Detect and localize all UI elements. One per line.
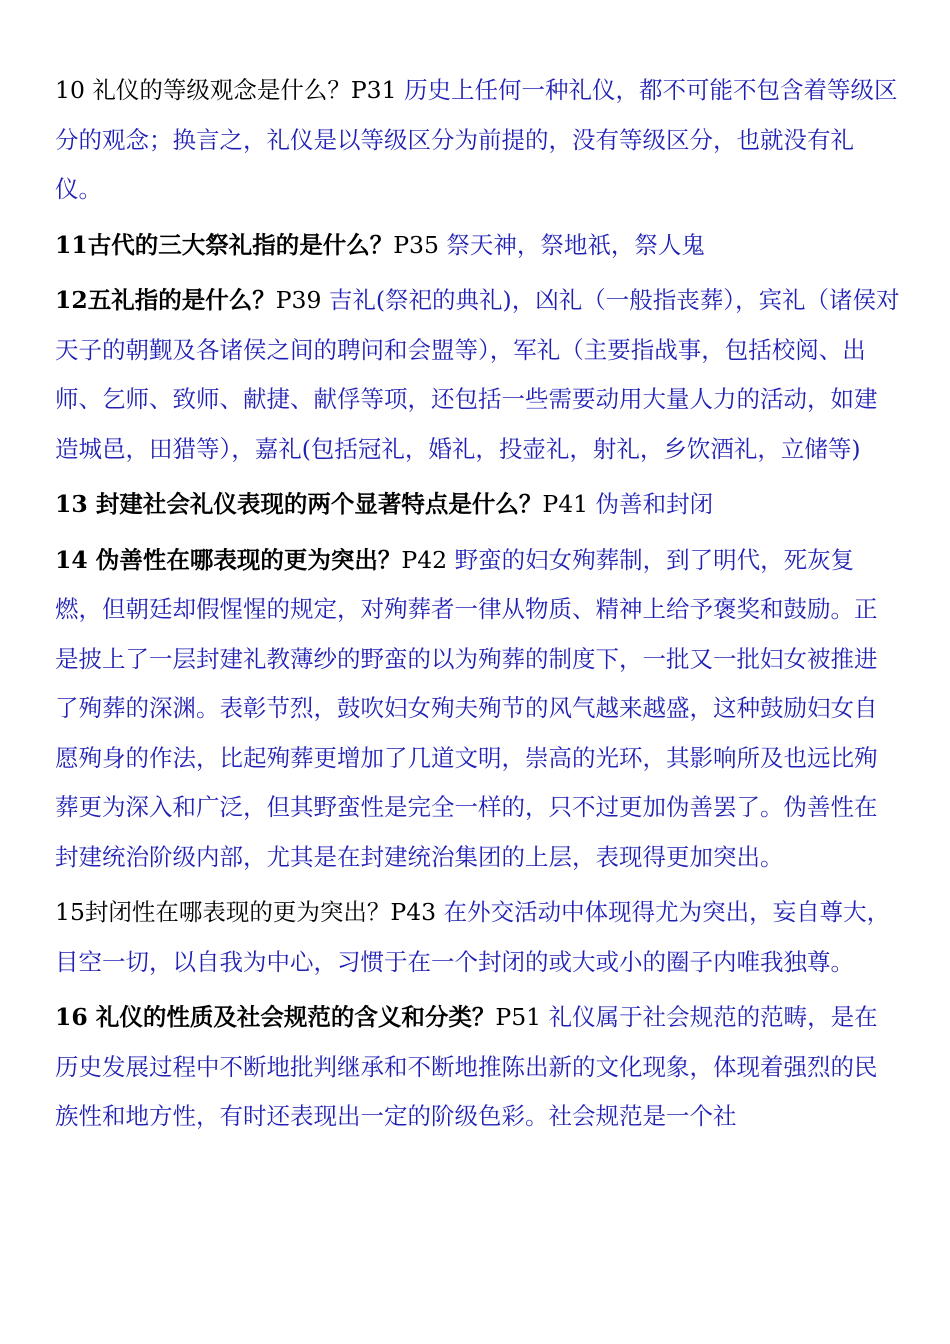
qa-list — [55, 66, 900, 1148]
qa-item-15 — [55, 888, 900, 987]
qa-item-13 — [55, 480, 900, 530]
question-text: 10 礼仪的等级观念是什么？ — [55, 76, 351, 104]
answer-text: 吉礼(祭祀的典礼)，凶礼（一般指丧葬），宾礼（诸侯对天子的朝觐及各诸侯之间的聘问和会盟等），军礼（主要指战事，包括校阅、出师、乞师、致师、献捷、献俘等项，还包括一些需要动用大量人力的活动，如建造城邑，田猎等），嘉礼(包括冠礼，婚礼，投壶礼，射礼，乡饮酒礼，立储等) — [55, 286, 900, 463]
qa-item-11 — [55, 221, 900, 271]
answer-text: 野蛮的妇女殉葬制，到了明代，死灰复燃，但朝廷却假惺惺的规定，对殉葬者一律从物质、精神上给予褒奖和鼓励。正是披上了一层封建礼教薄纱的野蛮的以为殉葬的制度下，一批又一批妇女被推进了殉葬的深渊。表彰节烈，鼓吹妇女殉夫殉节的风气越来越盛，这种鼓励妇女自愿殉身的作法，比起殉葬更增加了几道文明，崇高的光环，其影响所及也远比殉葬更为深入和广泛，但其野蛮性是完全一样的，只不过更加伪善罢了。伪善性在封建统治阶级内部，尤其是在封建统治集团的上层，表现得更加突出。 — [55, 545, 878, 871]
question-text: 16 礼仪的性质及社会规范的含义和分类？ — [55, 1003, 496, 1031]
question-text: 14 伪善性在哪表现的更为突出？ — [55, 545, 402, 574]
qa-item-16 — [55, 993, 900, 1142]
answer-text: 在外交活动中体现得尤为突出，妄自尊大，目空一切，以自我为中心，习惯于在一个封闭的或大或小的圈子内唯我独尊。 — [55, 898, 891, 976]
question-text: 12五礼指的是什么？ — [55, 286, 276, 314]
page-reference: P35 — [393, 230, 447, 259]
answer-text: 礼仪属于社会规范的范畴，是在历史发展过程中不断地批判继承和不断地推陈出新的文化现象，体现着强烈的民族性和地方性，有时还表现出一定的阶级色彩。社会规范是一个社 — [55, 1003, 878, 1130]
answer-text: 伪善和封闭 — [595, 490, 714, 518]
page-reference: P42 — [401, 545, 455, 574]
page-reference: P31 — [350, 76, 405, 104]
page-reference: P51 — [495, 1003, 549, 1031]
question-text: 13 封建社会礼仪表现的两个显著特点是什么？ — [55, 490, 543, 518]
page-reference: P43 — [390, 898, 444, 926]
qa-item-14 — [55, 536, 900, 883]
qa-item-10 — [55, 66, 900, 215]
page-reference: P41 — [542, 490, 596, 518]
qa-item-12 — [55, 276, 900, 474]
question-text: 15封闭性在哪表现的更为突出？ — [55, 898, 391, 926]
question-text: 11古代的三大祭礼指的是什么？ — [55, 230, 394, 259]
page-reference: P39 — [275, 286, 329, 314]
answer-text: 历史上任何一种礼仪，都不可能不包含着等级区分的观念；换言之，礼仪是以等级区分为前提的，没有等级区分，也就没有礼仪。 — [55, 76, 898, 203]
answer-text: 祭天神，祭地祇，祭人鬼 — [446, 230, 705, 259]
